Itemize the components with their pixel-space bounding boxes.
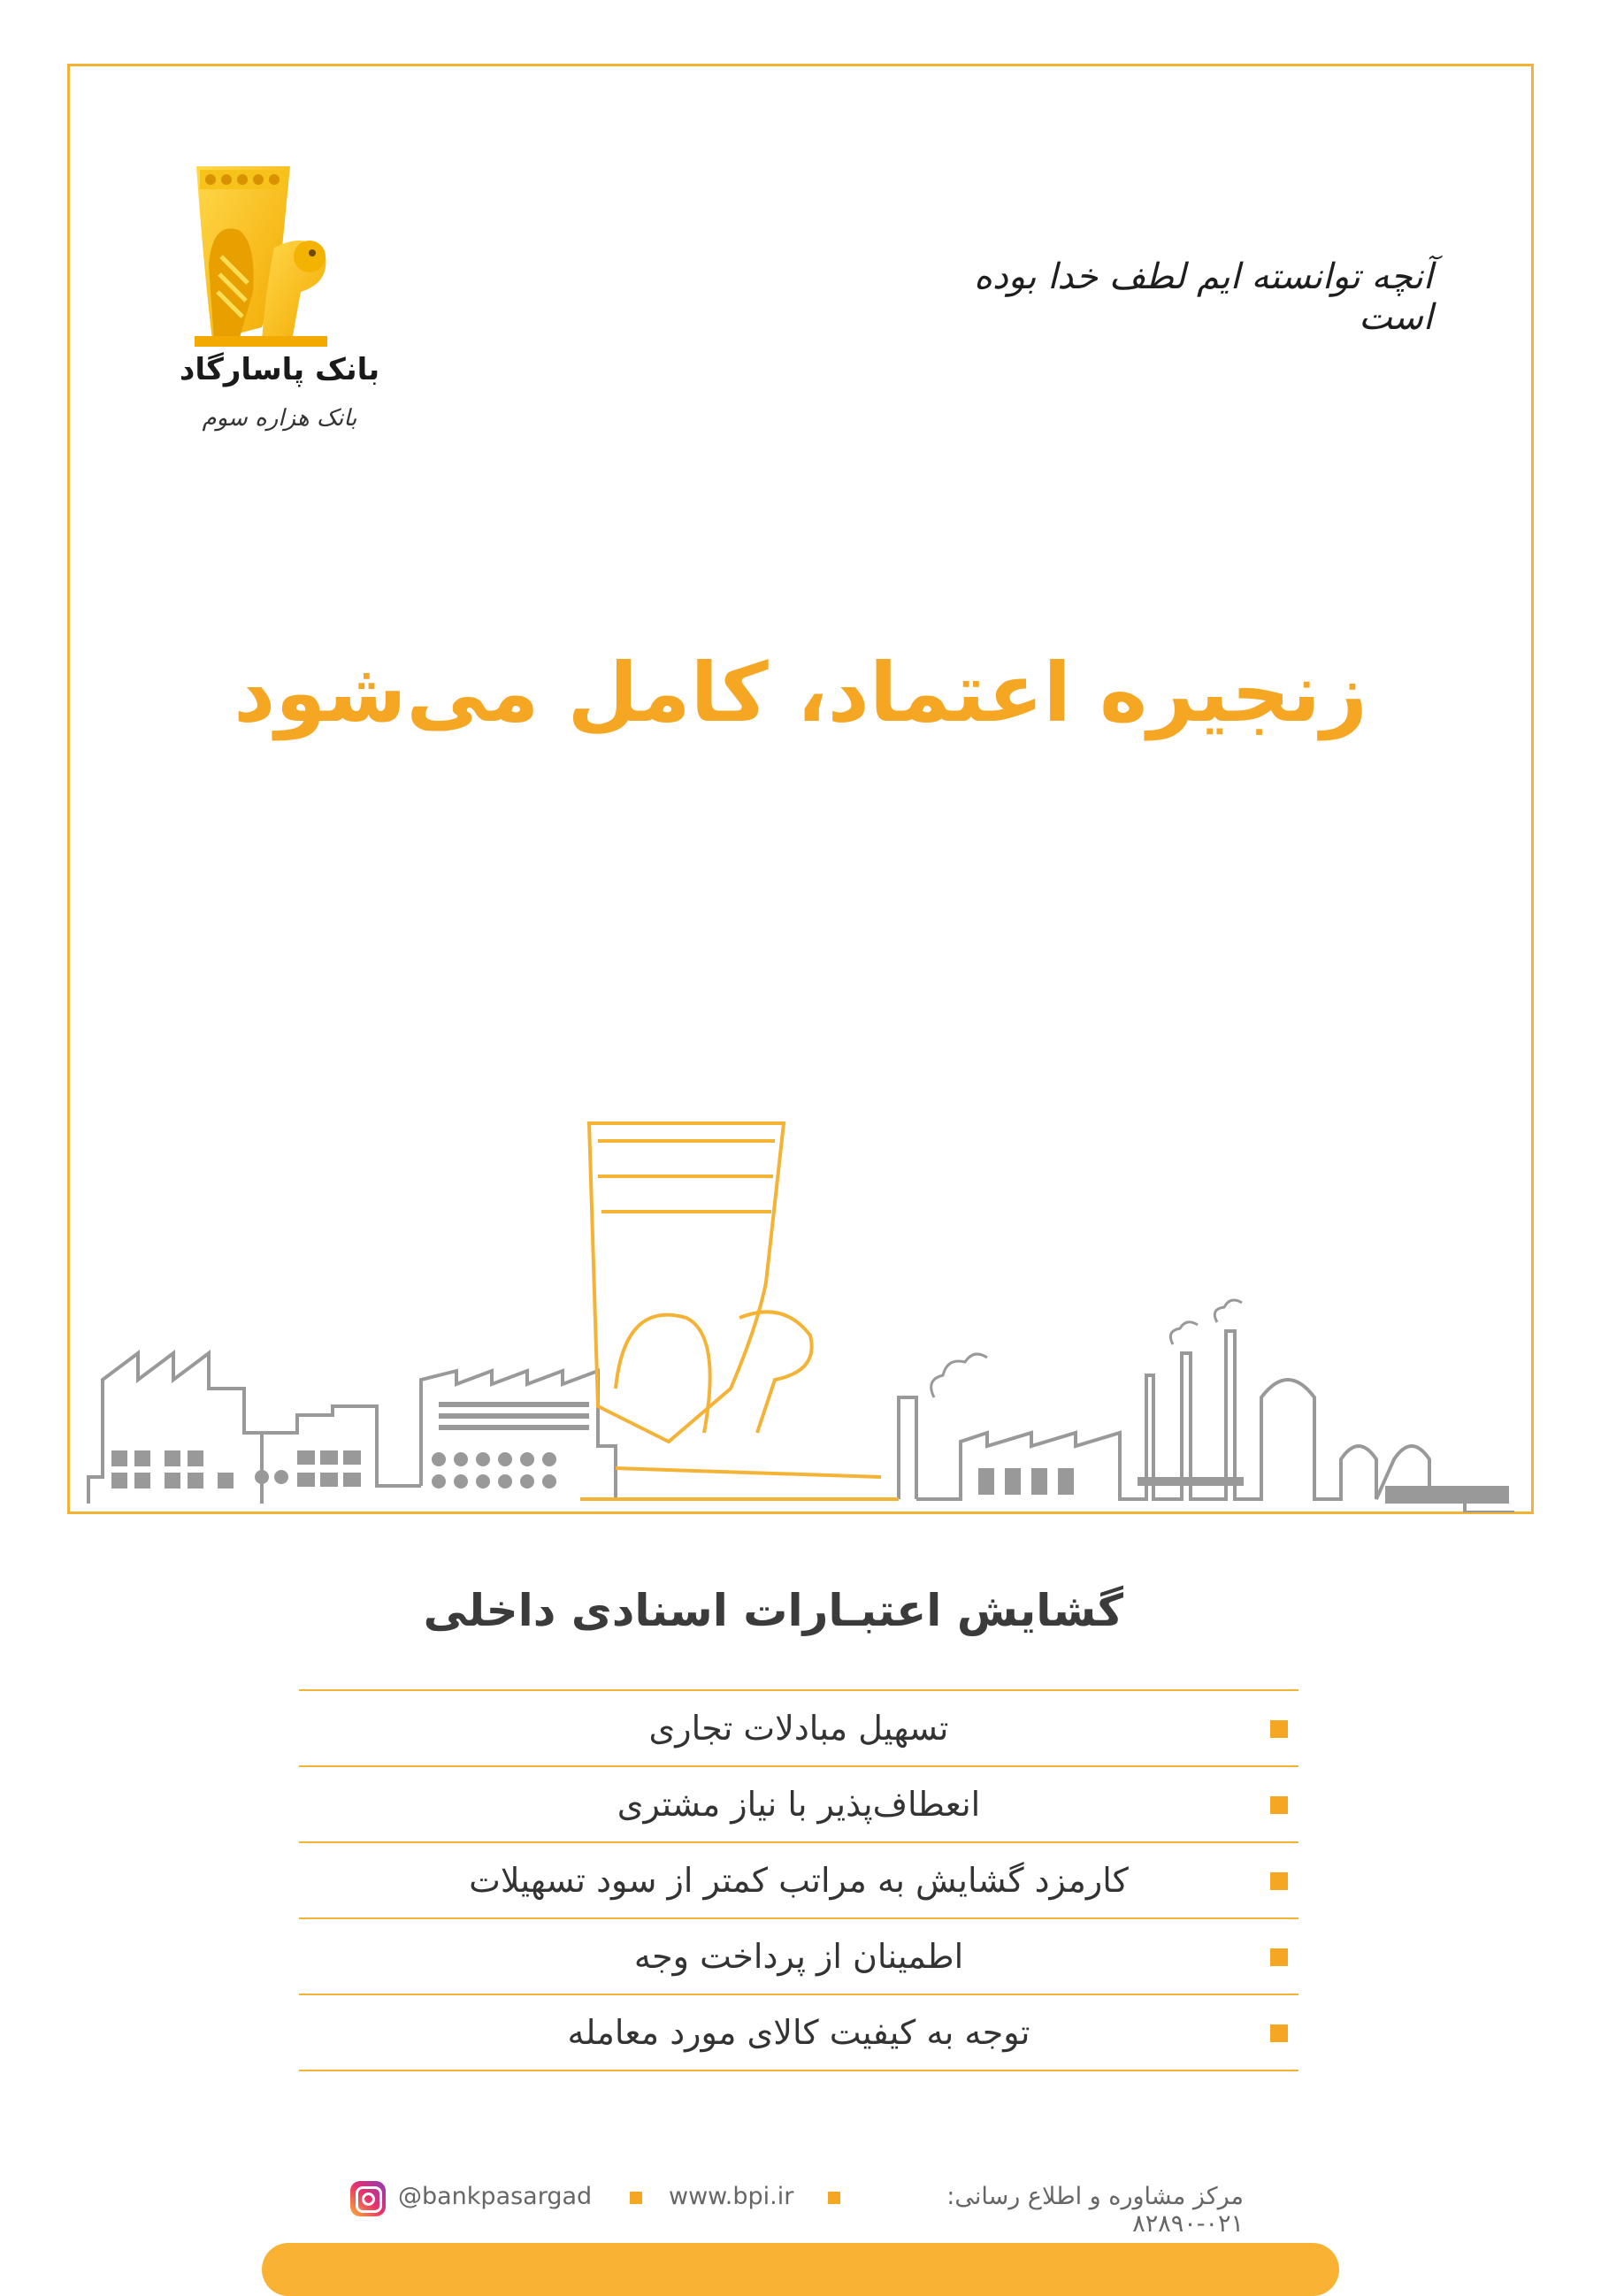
feature-text: انعطاف‌پذیر با نیاز مشتری bbox=[617, 1785, 981, 1824]
footer bbox=[350, 2181, 1244, 2238]
feature-text: توجه به کیفیت کالای مورد معامله bbox=[567, 2013, 1030, 2052]
phone-info bbox=[872, 2183, 1244, 2238]
separator-square-icon bbox=[630, 2192, 642, 2204]
skyline-illustration bbox=[85, 1097, 1518, 1512]
phone-number[interactable]: ۰۲۱-۸۲۸۹۰ bbox=[1132, 2210, 1244, 2238]
section-title: گشایش اعتبـارات اسنادی داخلی bbox=[423, 1585, 1123, 1636]
feature-text: تسهیل مبادلات تجاری bbox=[648, 1709, 949, 1748]
motto: آنچه توانسته ایم لطف خدا بوده است bbox=[973, 256, 1433, 338]
feature-text: اطمینان از پرداخت وجه bbox=[633, 1937, 964, 1976]
bank-name: بانک پاسارگاد bbox=[179, 352, 380, 387]
headline: زنجیره اعتماد، کامل می‌شود bbox=[234, 646, 1367, 740]
list-item bbox=[299, 1843, 1298, 1919]
separator-square-icon bbox=[828, 2192, 840, 2204]
bank-tagline: بانک هزاره سوم bbox=[202, 405, 357, 432]
list-item bbox=[299, 1919, 1298, 1995]
instagram-handle[interactable]: @bankpasargad bbox=[398, 2183, 593, 2210]
website-link[interactable]: www.bpi.ir bbox=[669, 2183, 794, 2210]
list-item bbox=[299, 1691, 1298, 1767]
list-item bbox=[299, 1995, 1298, 2071]
feature-list bbox=[299, 1689, 1298, 2071]
list-item bbox=[299, 1767, 1298, 1843]
phone-label: مرکز مشاوره و اطلاع رسانی: bbox=[946, 2183, 1244, 2210]
feature-text: کارمزد گشایش به مراتب کمتر از سود تسهیلات bbox=[469, 1861, 1129, 1900]
instagram-icon[interactable] bbox=[350, 2181, 386, 2216]
bottom-bar bbox=[262, 2243, 1339, 2296]
